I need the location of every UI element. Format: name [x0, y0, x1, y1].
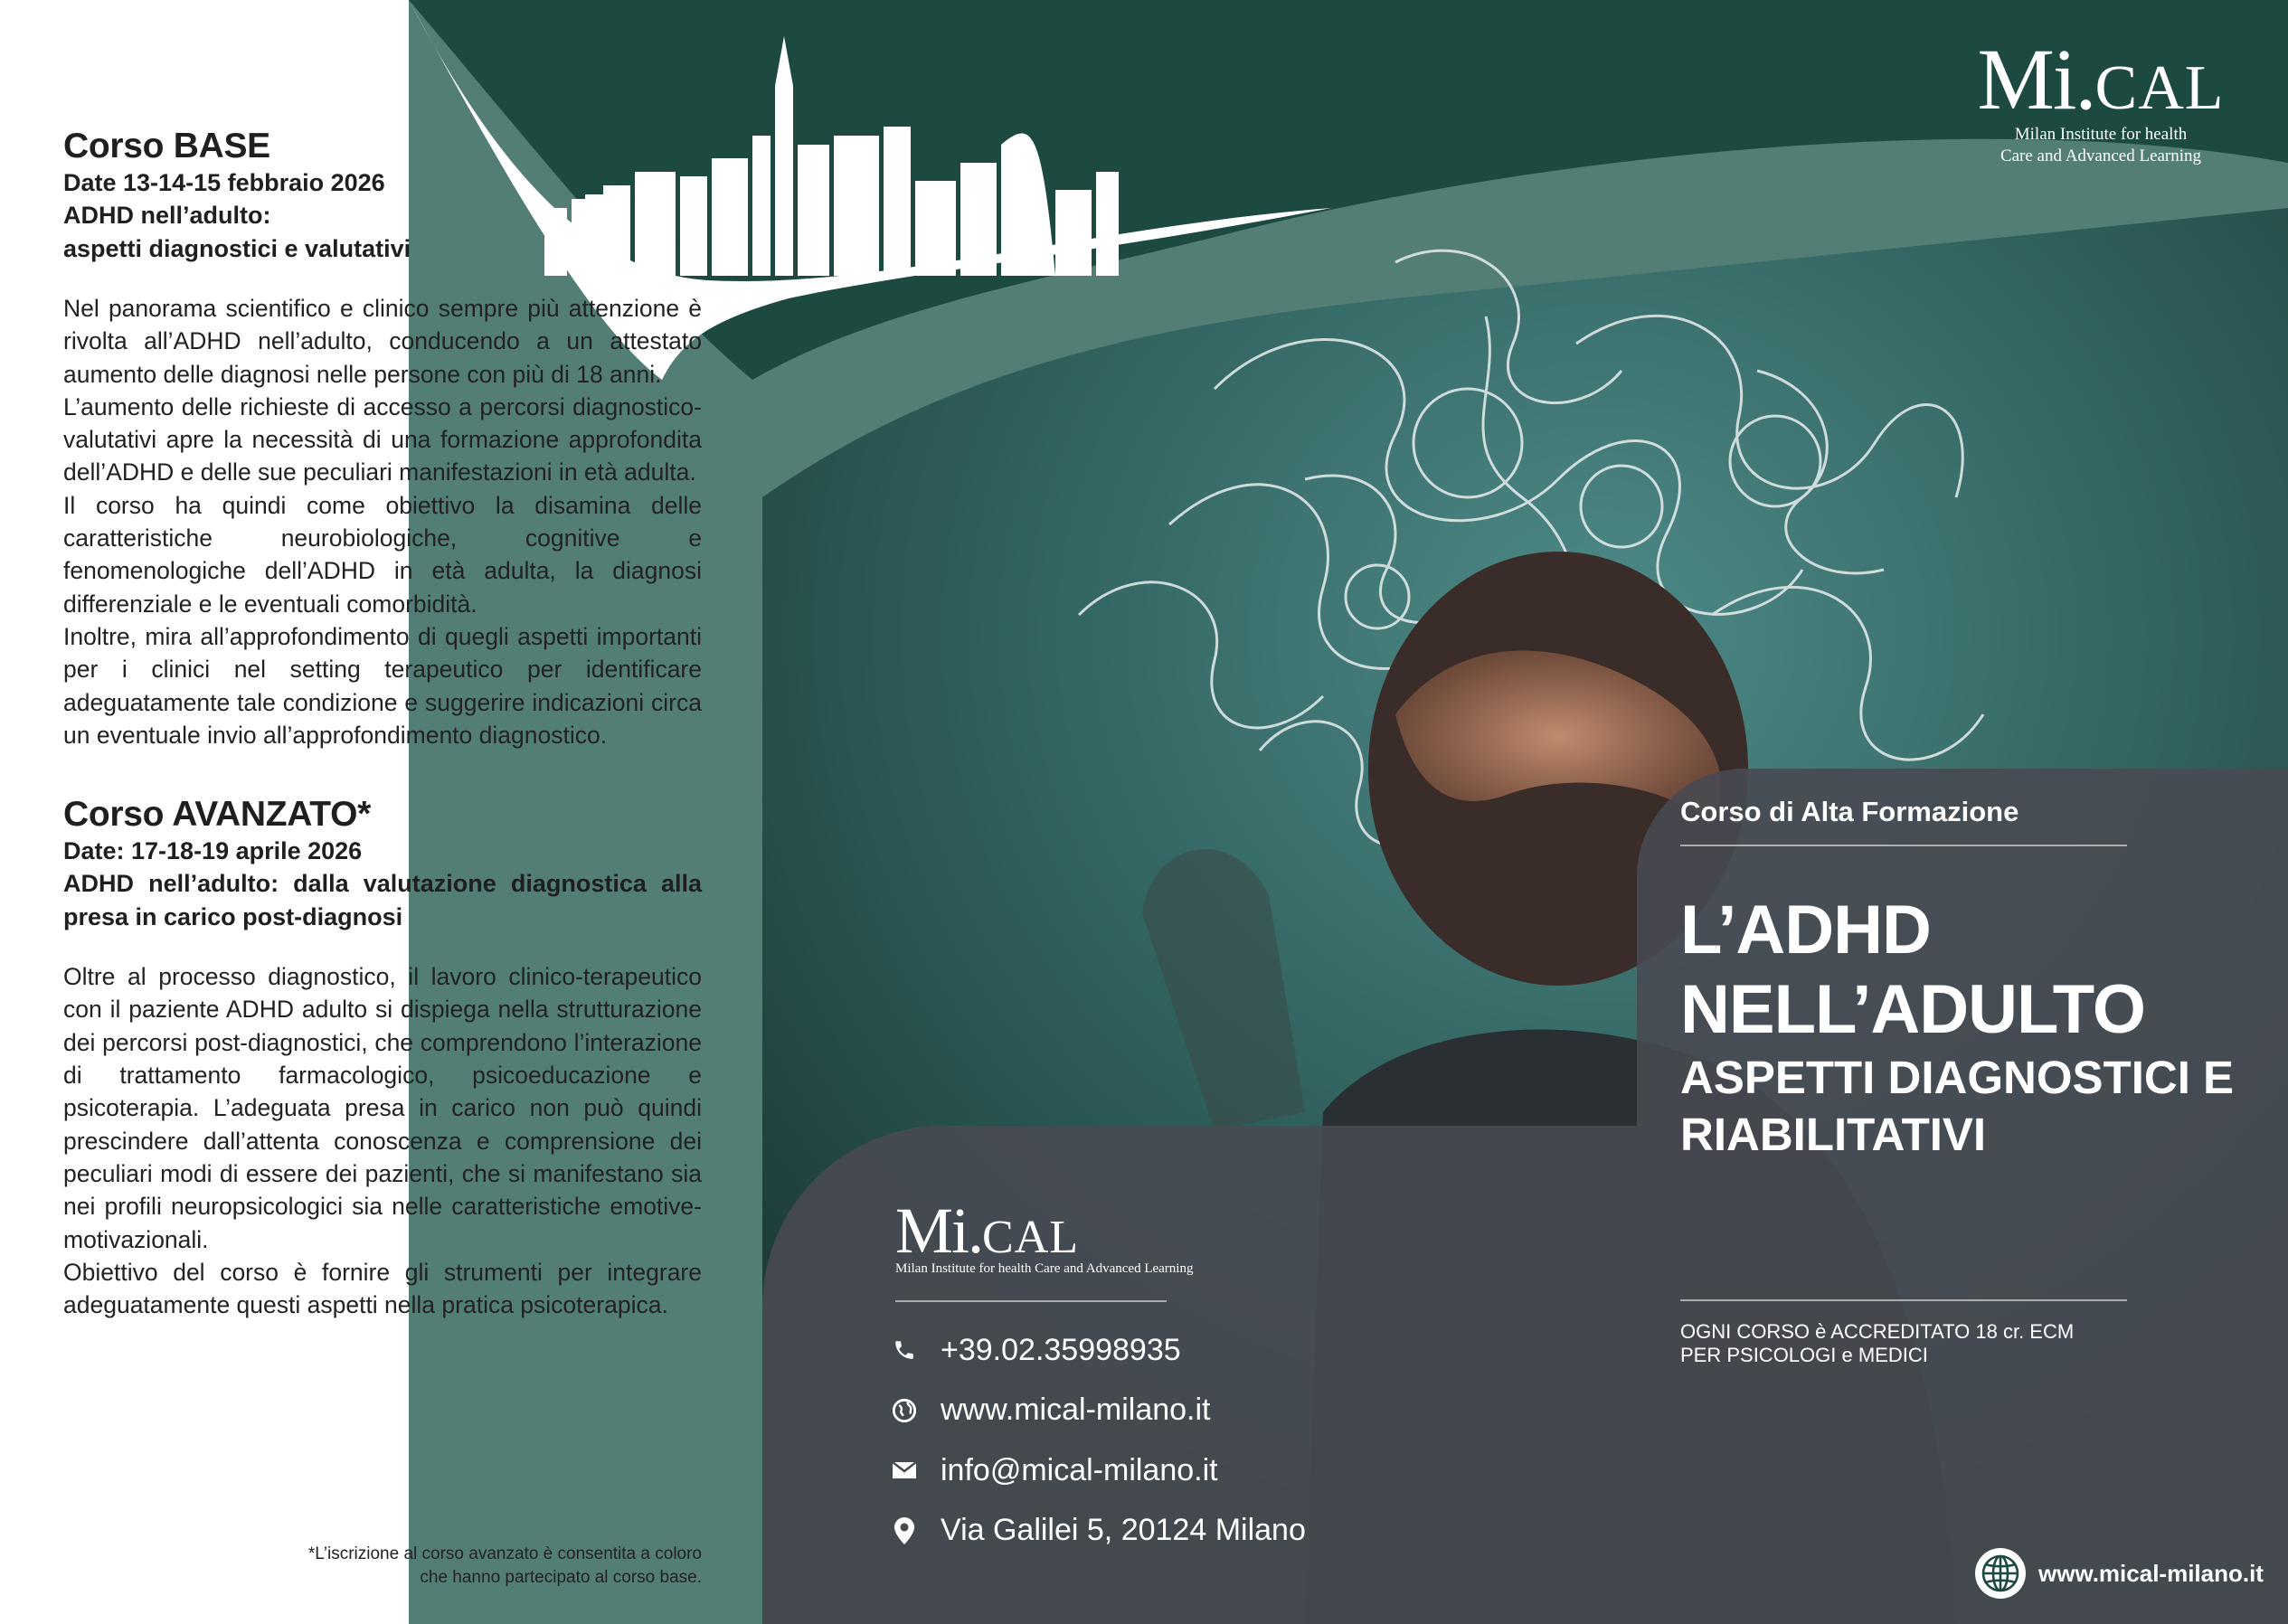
footnote: [235, 1543, 702, 1590]
course-details-column: [63, 127, 702, 1321]
ecm-line-1: OGNI CORSO è ACCREDITATO 18 cr. ECM: [1680, 1320, 2075, 1343]
location-pin-icon: [891, 1517, 918, 1544]
contact-address[interactable]: [891, 1501, 1306, 1562]
paragraph: Il corso ha quindi come obiettivo la disamina delle caratteristiche neurobiologiche, cognitive e fenomenologiche dell’ADHD in età adulta, la diagnosi differenziale e le eventuali comorbidità.: [63, 491, 702, 618]
course-advanced-title: Corso AVANZATO*: [63, 795, 372, 835]
phone-icon: [891, 1336, 918, 1364]
contact-list: [891, 1320, 1306, 1561]
brand-logo: Mi.CAL Milan Institute for health Care and Advanced Learning: [1970, 36, 2232, 166]
ecm-divider: [1680, 1299, 2127, 1301]
paragraph: Nel panorama scientifico e clinico sempre più attenzione è rivolta all’ADHD nell’adulto, conducendo a un attestato aumento delle diagnosi nelle persone con più di 18 anni.: [63, 294, 702, 388]
logo-tagline-2: Care and Advanced Learning: [2000, 146, 2202, 165]
footer-website[interactable]: [1973, 1546, 2264, 1600]
address-text: Via Galilei 5, 20124 Milano: [941, 1513, 1306, 1548]
course-base-description: [63, 292, 702, 751]
course-advanced-description: [63, 960, 702, 1321]
kicker-divider: [1680, 845, 2127, 846]
phone-number: +39.02.35998935: [941, 1332, 1181, 1367]
title-line-3: ASPETTI DIAGNOSTICI E: [1680, 1052, 2235, 1104]
course-base-subtitle-1: ADHD nell’adulto:: [63, 202, 271, 230]
footnote-line-1: *L’iscrizione al corso avanzato è consentita a coloro: [307, 1544, 702, 1563]
ecm-accreditation: [1680, 1320, 2074, 1368]
mail-icon: [891, 1457, 918, 1484]
email-address: info@mical-milano.it: [941, 1452, 1218, 1487]
course-kicker: Corso di Alta Formazione: [1680, 796, 2019, 827]
contact-email[interactable]: [891, 1440, 1306, 1501]
title-line-1: L’ADHD: [1680, 892, 1931, 968]
paragraph: Obiettivo del corso è fornire gli strumenti per integrare adeguatamente questi aspetti nella pratica psicoterapica.: [63, 1258, 702, 1319]
website-link: www.mical-milano.it: [941, 1393, 1211, 1428]
course-advanced-section: [63, 795, 702, 1321]
course-base-title: Corso BASE: [63, 127, 270, 165]
logo-tagline: Milan Institute for health Care and Advanced Learning: [895, 1261, 1194, 1276]
contact-logo: Mi.CAL Milan Institute for health Care and Advanced Learning: [895, 1194, 1194, 1276]
globe-icon: [1973, 1546, 2028, 1600]
contact-logo-divider: [895, 1300, 1167, 1302]
logo-tagline-1: Milan Institute for health: [2014, 125, 2188, 144]
ecm-line-2: PER PSICOLOGI e MEDICI: [1680, 1344, 1928, 1367]
paragraph: Oltre al processo diagnostico, il lavoro clinico-terapeutico con il paziente ADHD adulto si dispiega nella strutturazione dei percorsi post-diagnostici, che comprendono l’interazione di trattamento farmacologico, psicoeducazione e psicoterapia. L’adeguata presa in carico non può quindi prescindere dall’attenta conoscenza e comprensione dei peculiari modi di essere dei pazienti, che si manifestano sia nei profili neuropsicologici sia nelle caratteristiche emotive-motivazionali.: [63, 963, 702, 1253]
globe-icon: [891, 1397, 918, 1424]
course-advanced-date: Date: 17-18-19 aprile 2026: [63, 836, 363, 864]
course-base-subtitle-2: aspetti diagnostici e valutativi: [63, 234, 411, 262]
contact-phone[interactable]: [891, 1320, 1306, 1381]
course-base-section: [63, 127, 702, 751]
contact-website[interactable]: [891, 1381, 1306, 1441]
paragraph: Inoltre, mira all’approfondimento di quegli aspetti importanti per i clinici nel setting terapeutico per identificare adeguatamente tale condizione e suggerire indicazioni circa un eventuale invio all’approfondimento diagnostico.: [63, 622, 702, 749]
footnote-line-2: che hanno partecipato al corso base.: [420, 1568, 702, 1588]
course-main-title: [1680, 891, 2268, 1164]
title-line-4: RIABILITATIVI: [1680, 1109, 1987, 1161]
title-line-2: NELL’ADULTO: [1680, 971, 2145, 1049]
footer-website-text: www.mical-milano.it: [2038, 1559, 2264, 1587]
course-base-date: Date 13-14-15 febbraio 2026: [63, 168, 385, 196]
course-advanced-subtitle: ADHD nell’adulto: dalla valutazione diagnostica alla presa in carico post-diagnosi: [63, 870, 702, 930]
paragraph: L’aumento delle richieste di accesso a percorsi diagnostico-valutativi apre la necessità di una formazione approfondita dell’ADHD e delle sue peculiari manifestazioni in età adulta.: [63, 392, 702, 486]
